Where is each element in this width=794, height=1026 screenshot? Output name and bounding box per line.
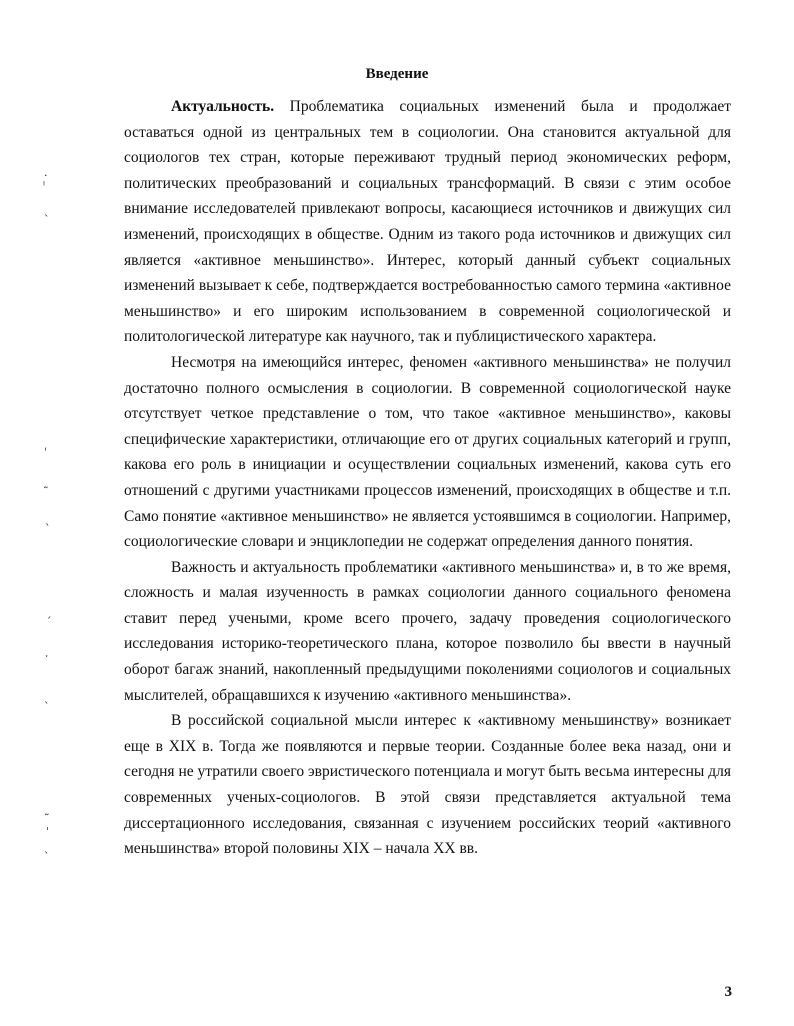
scan-speck: ˷: [43, 476, 49, 489]
paragraph-lead: Актуальность.: [171, 98, 275, 115]
page-title: Введение: [365, 66, 429, 82]
paragraph-text: Несмотря на имеющийся интерес, феномен «активного меньшинства» не получил достаточно полного осмысления в социологии. В современной социологической науке отсутствует четкое представление о том, что такое «активное меньшинство», каковы специфические характеристики, отличающие его от других социальных категорий и групп, какова его роль в инициации и осуществлении социальных изменений, какова суть его отношений с другими участниками процессов изменений, происходящих в обществе и т.п. Само понятие «активное меньшинство» не является устоявшимся в социологии. Например, социологические словари и энциклопедии не содержат определения данного понятия.: [124, 353, 731, 551]
body-text: [124, 94, 731, 862]
paragraph-text: Проблематика социальных изменений была и продолжает оставаться одной из центральных тем в социологии. Она становится актуальной для социологов тех стран, которые переживают трудный период экономических реформ, политических преобразований и социальных трансформаций. В связи с этим особое внимание исследователей привлекают вопросы, касающиеся источников и движущих сил изменений, происходящих в обществе. Одним из такого рода источников и движущих сил является «активное меньшинство». Интерес, который данный субъект социальных изменений вызывает к себе, подтверждается востребованностью самого термина «активное меньшинство» и его широким использованием в современной социологической и политологической литературе как научного, так и публицистического характера.: [124, 98, 731, 346]
paragraph-relevance: [124, 94, 731, 350]
paragraph-russian-thought: [124, 708, 731, 862]
scan-speck: ˎ: [44, 204, 50, 217]
paragraph-text: В российской социальной мысли интерес к «активному меньшинству» возникает еще в XIX в. Тогда же появляются и первые теории. Созданные более века назад, они и сегодня не утратили своего эвристического потенциала и могут быть весьма интересны для современных ученых-социологов. В этой связи представляется актуальной тема диссертационного исследования, связанная с изучением российских теорий «активного меньшинства» второй половины XIX – начала XX вв.: [124, 712, 731, 858]
scan-speck: ˊ: [46, 615, 52, 628]
scan-speck: ˌ: [44, 439, 48, 452]
paragraph-text: Важность и актуальность проблематики «активного меньшинства» и, в то же время, сложность и малая изученность в рамках социологии данного социального феномена ставит перед учеными, кроме всего прочего, задачу проведения социологического исследования историко-теоретического плана, которое позволило бы ввести в научный оборот багаж знаний, накопленный предыдущими поколениями социологов и социальных мыслителей, обращавшихся к изучению «активного меньшинства».: [124, 558, 731, 704]
scan-speck: ·: [44, 169, 48, 182]
scan-speck: ˑ: [45, 651, 49, 664]
scan-speck: ˡ: [43, 179, 45, 192]
scan-speck: ˈ: [46, 825, 50, 838]
scan-speck: ˷: [44, 803, 50, 816]
page-number: 3: [724, 984, 732, 1000]
scan-speck: ˎ: [45, 513, 51, 526]
paragraph-importance: [124, 555, 731, 709]
scan-speck: ˎ: [44, 841, 50, 854]
scan-speck: ˎ: [44, 691, 50, 704]
paragraph-interest: [124, 350, 731, 555]
